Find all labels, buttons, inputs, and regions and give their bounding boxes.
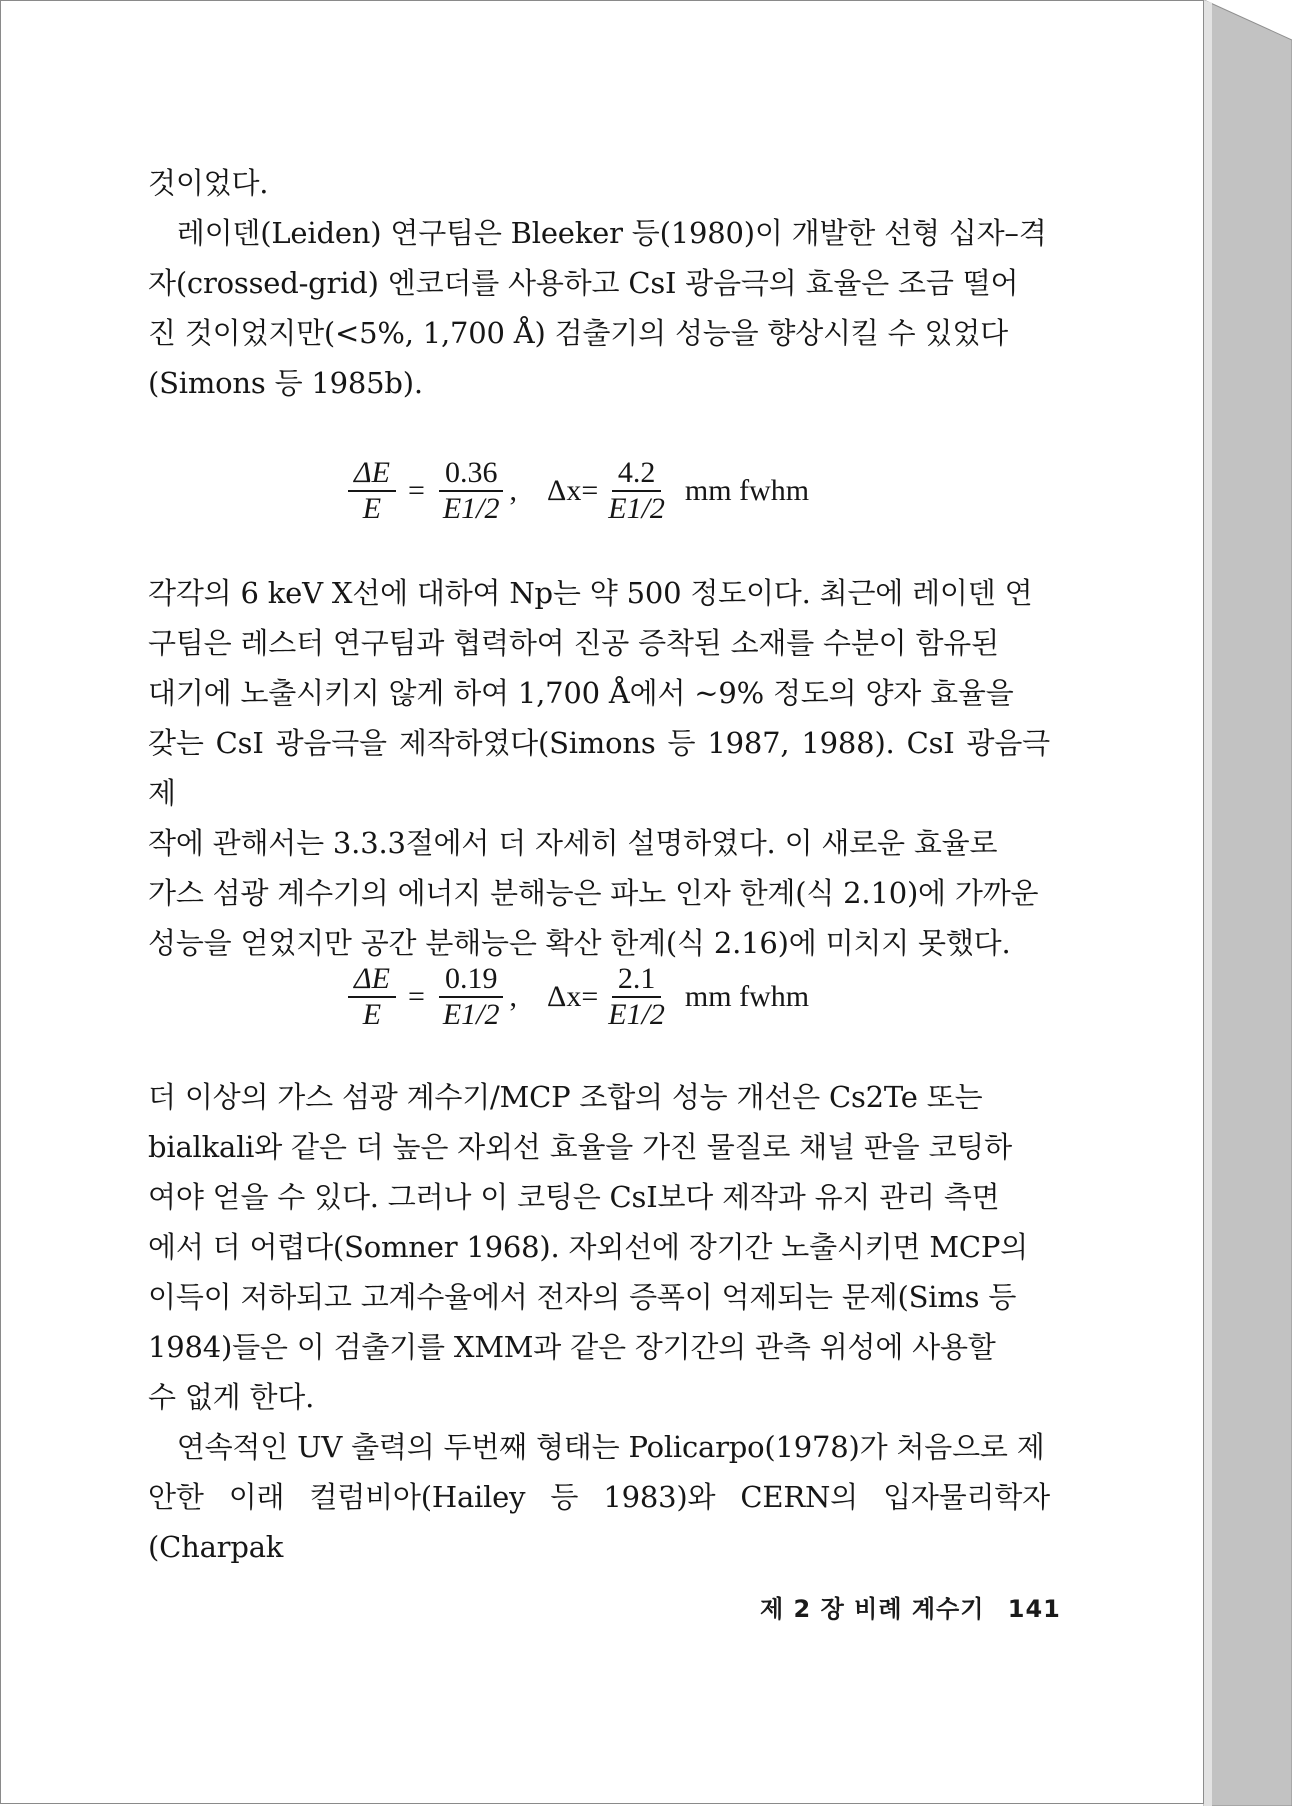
delta-x-label: Δx=: [547, 980, 599, 1013]
fraction-denominator: E1/2: [442, 492, 500, 525]
page-number: 141: [1007, 1595, 1061, 1623]
fraction-numerator: 4.2: [612, 456, 662, 492]
fraction-denominator: E1/2: [608, 492, 665, 525]
fraction-delta-e-over-e: [348, 456, 396, 526]
equals-sign: =: [407, 980, 425, 1013]
comma: ,: [509, 980, 518, 1013]
fraction-numerator: ΔE: [348, 962, 396, 998]
fraction-numerator: 0.19: [439, 962, 504, 998]
chapter-title: 제 2 장 비례 계수기: [760, 1595, 985, 1623]
fraction-numerator: 0.36: [439, 456, 504, 492]
page-footer: [760, 1589, 1061, 1624]
equals-sign: =: [407, 474, 425, 507]
comma: ,: [509, 474, 518, 507]
paragraph-2: 각각의 6 keV X선에 대하여 Np는 약 500 정도이다. 최근에 레이덴 연 구팀은 레스터 연구팀과 협력하여 진공 증착된 소재를 수분이 함유된 대기에 노출시키지 않게 하여 1,700 Å에서 ~9% 정도의 양자 효율을 갖는 CsI 광음극을 제작하였다(Simons 등 1987, 1988). CsI 광음극 제 작에 관해서는 3.3.3절에서 더 자세히 설명하였다. 이 새로운 효율로 가스 섬광 계수기의 에너지 분해능은 파노 인자 한계(식 2.10)에 가까운 성능을 얻었지만 공간 분해능은 확산 한계(식 2.16)에 미치지 못했다.: [148, 576, 1050, 960]
fraction-resolution: [437, 456, 506, 526]
fraction-position: [602, 456, 671, 526]
fraction-denominator: E1/2: [442, 998, 500, 1031]
paragraph-1: 것이었다. 레이덴(Leiden) 연구팀은 Bleeker 등(1980)이 개발한 선형 십자–격 자(crossed-grid) 엔코더를 사용하고 CsI 광음극의 효율은 조금 떨어 진 것이었지만(<5%, 1,700 Å) 검출기의 성능을 향상시킬 수 있었다 (Simons 등 1985b).: [148, 166, 1047, 400]
fraction-numerator: ΔE: [348, 456, 396, 492]
fraction-denominator: E1/2: [608, 998, 665, 1031]
unit-label: mm fwhm: [684, 474, 810, 507]
fraction-delta-e-over-e: [348, 962, 396, 1032]
fraction-resolution: [437, 962, 506, 1032]
delta-x-label: Δx=: [547, 474, 599, 507]
fraction-denominator: E: [362, 492, 382, 525]
fraction-position: [602, 962, 671, 1032]
fraction-numerator: 2.1: [612, 962, 662, 998]
unit-label: mm fwhm: [684, 980, 810, 1013]
equation-2: [344, 962, 809, 1032]
fraction-denominator: E: [362, 998, 382, 1031]
paragraph-3: 더 이상의 가스 섬광 계수기/MCP 조합의 성능 개선은 Cs2Te 또는 bialkali와 같은 더 높은 자외선 효율을 가진 물질로 채널 판을 코팅하 여야 얻을 수 있다. 그러나 이 코팅은 CsI보다 제작과 유지 관리 측면 에서 더 어렵다(Somner 1968). 자외선에 장기간 노출시키면 MCP의 이득이 저하되고 고계수율에서 전자의 증폭이 억제되는 문제(Sims 등 1984)들은 이 검출기를 XMM과 같은 장기간의 관측 위성에 사용할 수 없게 한다. 연속적인 UV 출력의 두번째 형태는 Policarpo(1978)가 처음으로 제 안한 이래 컬럼비아(Hailey 등 1983)와 CERN의 입자물리학자(Charpak: [148, 1080, 1050, 1564]
equation-1: [344, 456, 809, 526]
